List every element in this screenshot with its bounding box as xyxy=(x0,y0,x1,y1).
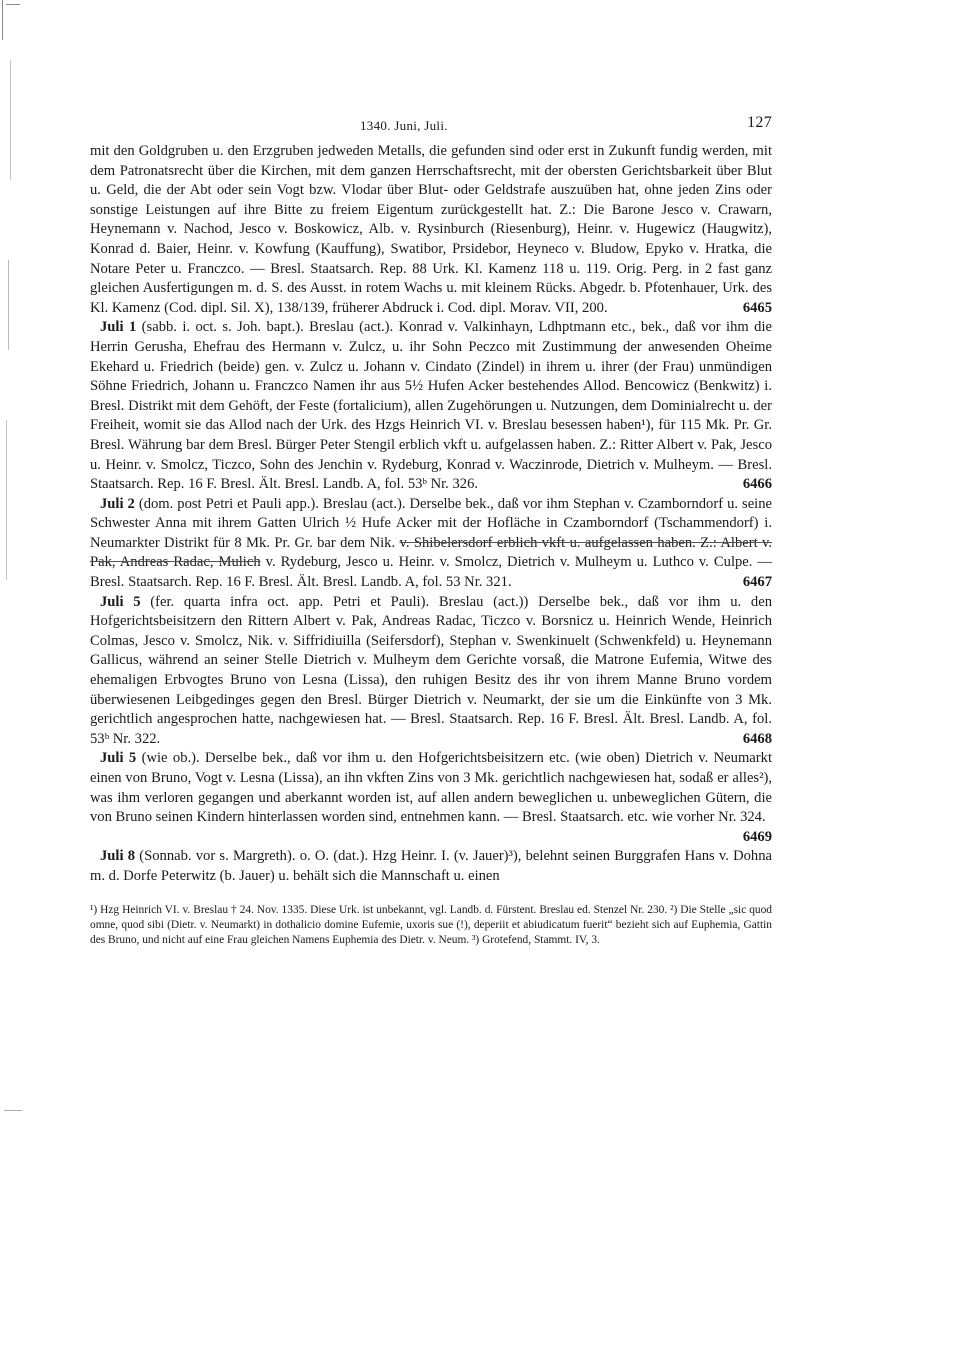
footnote-block: ¹) Hzg Heinrich VI. v. Breslau † 24. Nov. 1335. Diese Urk. ist unbekannt, vgl. Landb. d. Fürstent. Breslau ed. Stenzel Nr. 230. ²) Die Stelle „sic quod omne, quod sibi (Dietr. v. Neumarkt) in dothalicio domine Eufemie, uxoris sue (!), deperiit et abiudicatum fuerit“ bezieht sich auf Euphemia, Gattin des Bruno, und nicht auf eine Frau gleichen Namens Euphemia des Dietr. v. Neum. ³) Grotefend, Stammt. IV, 3. xyxy=(90,903,772,947)
entry-number: 6465 xyxy=(742,299,772,316)
entry-text: (dom. post Petri et Pauli app.). Breslau (act.). Derselbe bek., daß vor ihm Stephan v. Czamborndorf u. seine Schwester Anna mit ihrem Gatten Ulrich ½ Hufe Acker mit der Hofläche in Czamborndorf (Tschammendorf) i. Neumarkter Distrikt für 8 Mk. Pr. Gr. bar dem Nik. xyxy=(90,495,772,551)
scan-mark xyxy=(2,0,3,40)
scan-mark xyxy=(8,260,9,350)
entry-date: Juli 5 xyxy=(100,750,137,767)
scan-mark xyxy=(10,60,11,180)
entry-number: 6467 xyxy=(742,574,772,591)
entry-number: 6468 xyxy=(742,730,772,747)
entry-6465 xyxy=(90,142,772,318)
entry-text: (Sonnab. vor s. Margreth). o. O. (dat.). Hzg Heinr. I. (v. Jauer)³), belehnt seinen Burggrafen Hans v. Dohna m. d. Dorfe Peterwitz (b. Jauer) u. behält sich die Mannschaft u. einen xyxy=(90,848,772,884)
struck-text: v. Shibelersdorf erblich vkft u. aufgelassen haben. Z.: Albert v. Pak, Andreas Radac, Mulich xyxy=(90,534,772,571)
running-head: 1340. Juni, Juli. xyxy=(360,118,448,133)
scan-mark xyxy=(6,420,7,580)
entry-6468 xyxy=(90,593,772,750)
entry-text-continued: v. Rydeburg, Jesco u. Heinr. v. Smolcz, Dietrich v. Mulheym u. Luthco v. Culpe. — Bresl. Staatsarch. Rep. 16 F. Bresl. Ält. Bresl. Landb. A, fol. 53 Nr. 321. xyxy=(90,554,773,591)
entry-date: Juli 2 xyxy=(100,495,135,512)
entry-date: Juli 1 xyxy=(100,319,137,336)
entry-6470-start xyxy=(90,847,772,886)
page-header xyxy=(90,112,772,142)
document-page xyxy=(90,112,772,949)
entry-date: Juli 5 xyxy=(100,593,141,610)
footnotes xyxy=(90,903,772,949)
scan-mark xyxy=(4,1110,22,1111)
entry-text: mit den Goldgruben u. den Erzgruben jedweden Metalls, die gefunden sind oder erst in Zukunft fundig werden, mit dem Patronatsrecht über die Kirchen, mit dem ganzen Herrschaftsrecht, mit der obersten Gerichtsbarkeit über Blut u. Geld, die der Abt oder sein Vogt bzw. Vlodar über Blut- oder Geldstrafe auszuüben hat, ohne jeden Zins oder sonstige Leistungen auf ihre Bitte zu freiem Eigentum zurückgestellt hat. Z.: Die Barone Jesco v. Crawarn, Heynemann v. Nachod, Jesco v. Boskowicz, Alb. v. Rysinburch (Riesenburg), Heinr. v. Hugewicz (Haugwitz), Konrad d. Baier, Heinr. v. Kowfung (Kauffung), Swatibor, Prsidebor, Heyneco v. Bludow, Epyko v. Hratka, die Notare Peter u. Franczco. — Bresl. Staatsarch. Rep. 88 Urk. Kl. Kamenz 118 u. 119. Orig. Perg. in 2 fast ganz gleichen Ausfertigungen m. d. S. des Ausst. in rotem Wachs u. mit kleinem Rücks. Abgedr. b. Pfotenhauer, Urk. des Kl. Kamenz (Cod. dipl. Sil. X), 138/139, früherer Abdruck i. Cod. dipl. Morav. VII, 200. xyxy=(90,143,772,316)
entry-6467 xyxy=(90,495,772,593)
entry-number: 6469 xyxy=(742,828,772,845)
entry-6469 xyxy=(90,749,772,847)
entry-number: 6466 xyxy=(742,476,772,493)
body-text xyxy=(90,142,772,887)
scan-edge xyxy=(0,0,34,1349)
entry-6466 xyxy=(90,318,772,494)
entry-text: (wie ob.). Derselbe bek., daß vor ihm u. den Hofgerichtsbeisitzern etc. (wie oben) Dietrich v. Neumarkt einen von Bruno, Vogt v. Lesna (Lissa), an ihn vkften Zins von 3 Mk. gerichtlich nachgewiesen hat, sodaß er alles²), was ihm verloren gegangen und aberkannt worden ist, auf allen andern beweglichen u. unbeweglichen Gütern, die von Bruno seinen Kindern hinterlassen worden sind, entnehmen kann. — Bresl. Staatsarch. etc. wie vorher Nr. 324. xyxy=(90,750,772,826)
entry-date: Juli 8 xyxy=(100,848,136,865)
scan-mark xyxy=(6,4,20,5)
entry-text: (sabb. i. oct. s. Joh. bapt.). Breslau (act.). Konrad v. Valkinhayn, Ldhptmann etc., bek., daß vor ihm die Herrin Gerusha, Ehefrau des Hermann v. Zulcz, u. ihr Sohn Peczco mit Zustimmung der anwesenden Oheime Ekehard u. Friedrich (beide) gen. v. Zulcz u. Johann v. Cindato (Zindel) in ihrem u. ihrer (der Frau) unmündigen Söhne Friedrich, Johann u. Franczco Namen ihr aus 5½ Hufen Acker bestehendes Allod. Bencowicz (Benkwitz) i. Bresl. Distrikt mit dem Gehöft, der Feste (fortalicium), allen Zugehörungen u. Nutzungen, dem Dominialrecht u. der Freiheit, womit sie das Allod nach der Urk. des Hzgs Heinrich VI. v. Breslau besessen haben¹), für 115 Mk. Pr. Gr. Bresl. Währung bar dem Bresl. Bürger Peter Stengil erblich vkft u. aufgelassen haben. Z.: Ritter Albert v. Pak, Jesco u. Heinr. v. Smolcz, Ticzco, Sohn des Jenchin v. Rydeburg, Konrad v. Waczinrode, Dietrich v. Mulheym. — Bresl. Staatsarch. Rep. 16 F. Bresl. Ält. Bresl. Landb. A, fol. 53ᵇ Nr. 326. xyxy=(90,319,773,493)
page-number: 127 xyxy=(747,114,772,131)
entry-text: (fer. quarta infra oct. app. Petri et Pauli). Breslau (act.)) Derselbe bek., daß vor ihm u. den Hofgerichtsbeisitzern den Rittern Albert v. Pak, Andreas Radac, Ticzco v. Borsnicz u. Heinrich Wende, Heinrich Colmas, Jesco v. Smolcz, Nik. v. Siffridiuilla (Seifersdorf), Stephan v. Swenkinuelt (Schwenkfeld) u. Heynemann Gallicus, während an seiner Stelle Dietrich v. Mulheym dem Gerichte vorsaß, die Matrone Eufemia, Witwe des ehemaligen Erbvogtes Bruno von Lesna (Lissa), den ruhigen Besitz des ihr von ihrem Manne Bruno vordem überwiesenen Leibgedinges gegen den Bresl. Bürger Dietrich v. Neumarkt, der sie um die Einkünfte von 3 Mk. gerichtlich angesprochen hatte, nachgewiesen hat. — Bresl. Staatsarch. Rep. 16 F. Bresl. Ält. Bresl. Landb. A, fol. 53ᵇ Nr. 322. xyxy=(90,593,772,747)
